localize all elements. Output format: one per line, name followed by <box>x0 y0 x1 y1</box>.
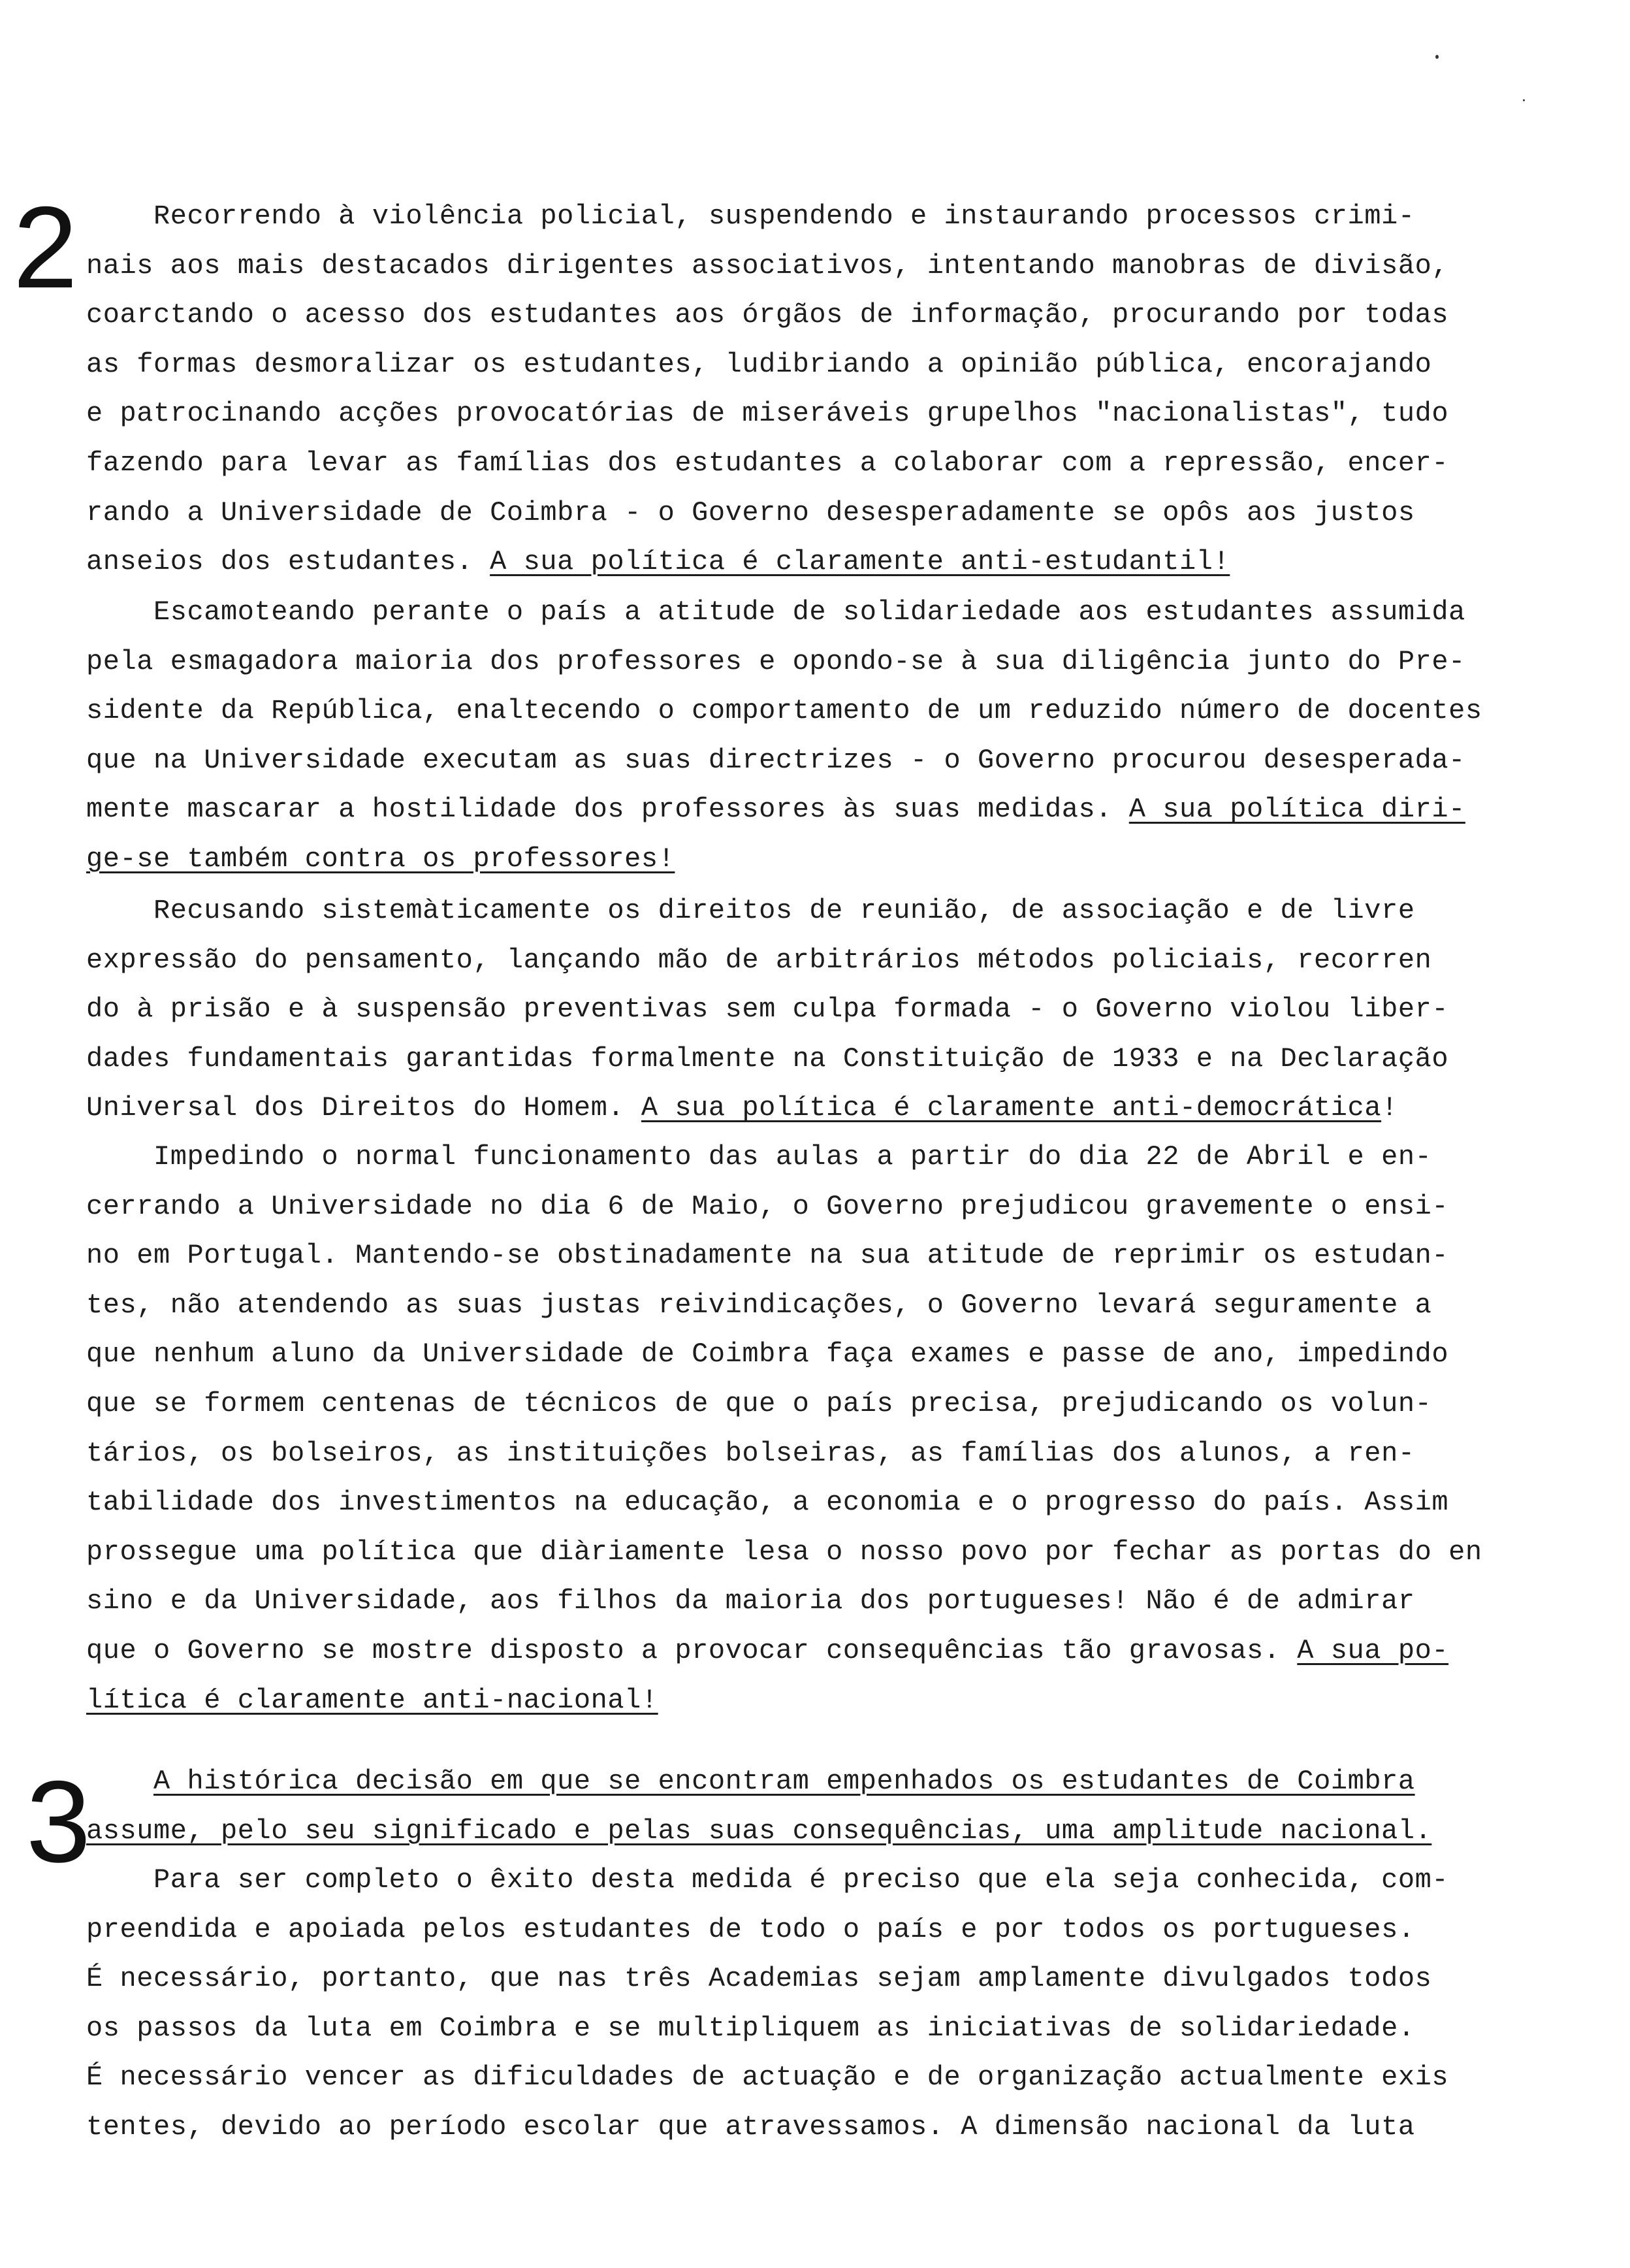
scan-speck <box>1435 55 1439 59</box>
text-line <box>86 1963 1431 1994</box>
text-line <box>86 1815 1431 1847</box>
underlined-statement: assume, pelo seu significado e pelas suas consequências, uma amplitude nacional. <box>86 1815 1432 1847</box>
line-text: pela esmagadora maioria dos professores e opondo-se à sua diligência junto do Pre- <box>86 645 1465 677</box>
text-line <box>86 1092 1398 1124</box>
line-text: tabilidade dos investimentos na educação, a economia e o progresso do país. Assim <box>86 1487 1449 1519</box>
line-text: É necessário, portanto, que nas três Academias sejam amplamente divulgados todos <box>86 1963 1432 1995</box>
text-line <box>86 1635 1448 1666</box>
line-text: É necessário vencer as dificuldades de actuação e de organização actualmente exis <box>86 2062 1449 2094</box>
line-text: Impedindo o normal funcionamento das aulas a partir do dia 22 de Abril e en- <box>86 1141 1432 1173</box>
underlined-statement: ge-se também contra os professores! <box>86 843 675 875</box>
text-line <box>86 1585 1415 1617</box>
text-line <box>86 596 1465 628</box>
line-text: Escamoteando perante o país a atitude de solidariedade aos estudantes assumida <box>86 596 1465 628</box>
text-line <box>86 2013 1415 2044</box>
text-line <box>86 1141 1431 1173</box>
underlined-statement: A histórica decisão em que se encontram empenhados os estudantes de Coimbra <box>153 1766 1415 1797</box>
section-number-2: 2 <box>13 182 78 312</box>
line-text: expressão do pensamento, lançando mão de arbitrários métodos policiais, recorren <box>86 944 1432 976</box>
line-text: sino e da Universidade, aos filhos da maioria dos portugueses! Não é de admirar <box>86 1585 1415 1617</box>
text-line <box>86 1487 1448 1518</box>
line-text: nais aos mais destacados dirigentes associativos, intentando manobras de divisão, <box>86 250 1449 282</box>
line-text: que o Governo se mostre disposto a provocar consequências tão gravosas. <box>86 1635 1298 1666</box>
line-text: Universal dos Direitos do Homem. <box>86 1092 641 1124</box>
text-line <box>86 546 1230 577</box>
text-line <box>86 1766 1415 1797</box>
line-text: que nenhum aluno da Universidade de Coimbra faça exames e passe de ano, impedindo <box>86 1338 1449 1370</box>
underlined-statement: A sua política é claramente anti-estudantil! <box>490 546 1230 578</box>
section-number-3: 3 <box>26 1757 91 1887</box>
line-text: Recusando sistemàticamente os direitos de reunião, de associação e de livre <box>86 895 1415 926</box>
text-line <box>86 1438 1415 1469</box>
text-line <box>86 843 675 875</box>
text-line <box>86 945 1431 976</box>
line-text: que na Universidade executam as suas directrizes - o Governo procurou desesperada- <box>86 744 1465 776</box>
text-line <box>86 794 1465 825</box>
text-line <box>86 299 1448 331</box>
text-line <box>86 1388 1431 1419</box>
line-text-tail: ! <box>1381 1092 1398 1124</box>
line-text: no em Portugal. Mantendo-se obstinadamente na sua atitude de reprimir os estudan- <box>86 1240 1449 1272</box>
line-text: fazendo para levar as famílias dos estudantes a colaborar com a repressão, encer- <box>86 447 1449 479</box>
underlined-statement: A sua po- <box>1297 1635 1449 1666</box>
scan-speck <box>1523 99 1525 101</box>
line-text: dades fundamentais garantidas formalmente na Constituição de 1933 e na Declaração <box>86 1043 1449 1075</box>
text-line <box>86 2111 1415 2143</box>
line-text: tentes, devido ao período escolar que atravessamos. A dimensão nacional da luta <box>86 2111 1415 2143</box>
line-text: sidente da República, enaltecendo o comportamento de um reduzido número de docentes <box>86 695 1482 727</box>
line-text: tários, os bolseiros, as instituições bolseiras, as famílias dos alunos, a ren- <box>86 1437 1415 1469</box>
text-line <box>86 1914 1415 1945</box>
line-text: Recorrendo à violência policial, suspendendo e instaurando processos crimi- <box>86 201 1415 232</box>
line-text: rando a Universidade de Coimbra - o Governo desesperadamente se opôs aos justos <box>86 496 1415 528</box>
text-line <box>86 447 1448 479</box>
underlined-statement: A sua política diri- <box>1128 794 1465 826</box>
line-text: mente mascarar a hostilidade dos professores às suas medidas. <box>86 794 1129 826</box>
line-text <box>86 1766 153 1797</box>
text-line <box>86 349 1431 380</box>
line-text: coarctando o acesso dos estudantes aos órgãos de informação, procurando por todas <box>86 299 1449 331</box>
text-line <box>86 695 1482 726</box>
line-text: cerrando a Universidade no dia 6 de Maio, o Governo prejudicou gravemente o ensi- <box>86 1190 1449 1222</box>
text-line <box>86 1338 1448 1370</box>
text-line <box>86 1685 658 1716</box>
text-line <box>86 994 1448 1025</box>
line-text: os passos da luta em Coimbra e se multipliquem as iniciativas de solidariedade. <box>86 2012 1415 2044</box>
text-line <box>86 895 1415 926</box>
text-line <box>86 646 1465 677</box>
text-line <box>86 250 1448 282</box>
line-text: prossegue uma política que diàriamente lesa o nosso povo por fechar as portas do en <box>86 1536 1482 1568</box>
line-text: Para ser completo o êxito desta medida é preciso que ela seja conhecida, com- <box>86 1864 1449 1896</box>
text-line <box>86 1240 1448 1271</box>
line-text: anseios dos estudantes. <box>86 546 490 578</box>
text-line <box>86 1289 1431 1321</box>
line-text: as formas desmoralizar os estudantes, ludibriando a opinião pública, encorajando <box>86 348 1432 380</box>
line-text: preendida e apoiada pelos estudantes de todo o país e por todos os portugueses. <box>86 1913 1415 1945</box>
text-line <box>86 745 1465 776</box>
text-line <box>86 2062 1448 2093</box>
line-text: tes, não atendendo as suas justas reivindicações, o Governo levará seguramente a <box>86 1289 1432 1321</box>
text-line <box>86 1191 1448 1222</box>
underlined-statement: lítica é claramente anti-nacional! <box>86 1684 658 1716</box>
text-line <box>86 398 1448 429</box>
line-text: que se formem centenas de técnicos de que o país precisa, prejudicando os volun- <box>86 1388 1432 1419</box>
text-line <box>86 1536 1482 1568</box>
text-line <box>86 497 1415 528</box>
underlined-statement: A sua política é claramente anti-democrática <box>641 1092 1382 1124</box>
text-line <box>86 201 1415 232</box>
text-line <box>86 1043 1448 1075</box>
text-line <box>86 1864 1448 1896</box>
line-text: do à prisão e à suspensão preventivas sem culpa formada - o Governo violou liber- <box>86 994 1449 1026</box>
line-text: e patrocinando acções provocatórias de miseráveis grupelhos "nacionalistas", tudo <box>86 398 1449 430</box>
